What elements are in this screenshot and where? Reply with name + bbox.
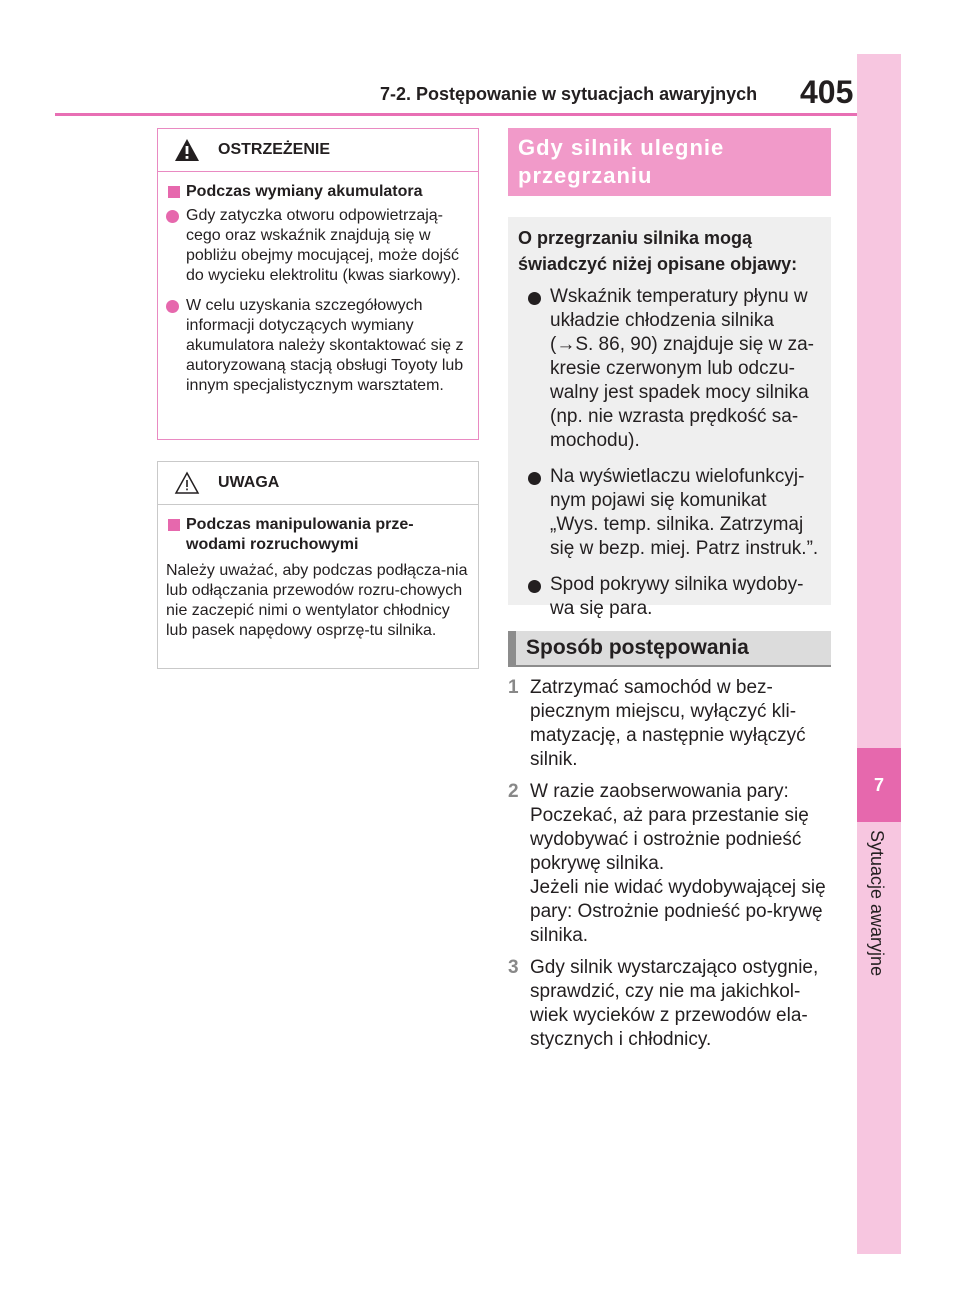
notice-box-title: UWAGA bbox=[218, 474, 280, 491]
warning-subheading: Podczas wymiany akumulatora bbox=[166, 182, 470, 202]
page-number: 405 bbox=[800, 74, 854, 110]
chapter-tab-label: Sytuacje awaryjne bbox=[867, 830, 887, 977]
chapter-side-tab bbox=[857, 54, 901, 1254]
warning-bullet: W celu uzyskania szczegółowych informacji dotyczących wymiany akumulatora należy skontaktować się z autoryzowaną stacją obsługi Toyoty lub innym specjalistycznym warsztatem. bbox=[166, 296, 470, 396]
step-number: 2 bbox=[508, 781, 519, 802]
symptom-item: Spod pokrywy silnika wydoby-wa się para. bbox=[518, 573, 819, 621]
step-text: W razie zaobserwowania pary: Poczekać, aż para przestanie się wydobywać i ostrożnie podnieść pokrywę silnika. Jeżeli nie widać wydobywającej się pary: Ostrożnie podnieść po-krywę silnika. bbox=[530, 781, 826, 946]
warning-box-title: OSTRZEŻENIE bbox=[218, 141, 331, 158]
warning-triangle-filled-icon bbox=[174, 138, 200, 162]
step-text: Gdy silnik wystarczająco ostygnie, sprawdzić, czy nie ma jakichkol-wiek wycieków z przewodów ela-stycznych i chłodnicy. bbox=[530, 957, 819, 1050]
procedure-step bbox=[508, 780, 831, 948]
step-number: 1 bbox=[508, 677, 519, 698]
section-heading-procedure: Sposób postępowania bbox=[508, 631, 831, 667]
notice-subheading: Podczas manipulowania prze-wodami rozruchowymi bbox=[166, 515, 470, 555]
chapter-title: 7-2. Postępowanie w sytuacjach awaryjnych bbox=[380, 84, 758, 104]
page-header bbox=[0, 0, 960, 120]
warning-box bbox=[157, 128, 479, 440]
symptoms-intro: O przegrzaniu silnika mogą świadczyć niżej opisane objawy: bbox=[518, 228, 798, 274]
warning-box-header bbox=[158, 129, 478, 172]
notice-text: Należy uważać, aby podczas podłącza-nia lub odłączania przewodów rozru-chowych nie zaczepić nimi o wentylator chłodnicy lub pasek napędowy osprzę-tu silnika. bbox=[166, 562, 468, 639]
header-divider bbox=[55, 113, 857, 116]
symptom-item: Wskaźnik temperatury płynu w układzie chłodzenia silnika (→S. 86, 90) znajduje się w za-kresie czerwonym lub odczu-walny jest spadek mocy silnika (np. nie wzrasta prędkość sa-mochodu). bbox=[518, 285, 819, 453]
notice-box bbox=[157, 461, 479, 669]
step-number: 3 bbox=[508, 957, 519, 978]
caution-triangle-outline-icon bbox=[174, 471, 200, 495]
step-text: Zatrzymać samochód w bez-piecznym miejscu, wyłączyć kli-matyzację, a następnie wyłączyć silnik. bbox=[530, 677, 806, 770]
procedure-step bbox=[508, 956, 831, 1052]
procedure-step bbox=[508, 676, 831, 772]
procedure-steps bbox=[508, 676, 831, 1060]
section-heading-overheat: Gdy silnik ulegnie przegrzaniu bbox=[508, 128, 831, 196]
notice-box-header bbox=[158, 462, 478, 505]
warning-bullet: Gdy zatyczka otworu odpowietrzają-cego oraz wskaźnik znajdują się w pobliżu obejmy mocującej, może dojść do wycieku elektrolitu (kwas siarkowy). bbox=[166, 206, 470, 286]
chapter-tab-number: 7 bbox=[857, 748, 901, 822]
symptom-item: Na wyświetlaczu wielofunkcyj-nym pojawi się komunikat „Wys. temp. silnika. Zatrzymaj się w bezp. miej. Patrz instruk.”. bbox=[518, 465, 819, 561]
overheat-symptoms-panel bbox=[508, 217, 831, 619]
